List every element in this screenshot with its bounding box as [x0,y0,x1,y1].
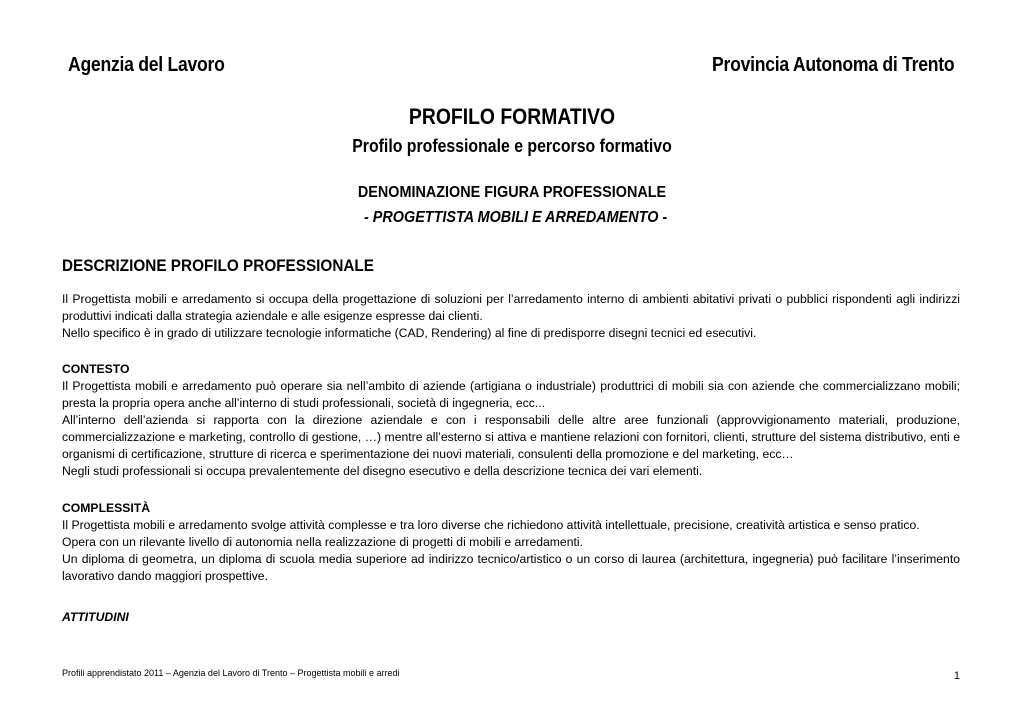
complessita-heading: COMPLESSITÀ [62,501,151,515]
figure-label: DENOMINAZIONE FIGURA PROFESSIONALE [357,184,667,201]
attitudini-section [62,609,960,626]
contesto-heading: CONTESTO [62,362,130,376]
description-section [62,291,960,342]
description-heading: DESCRIZIONE PROFILO PROFESSIONALE [62,256,374,275]
page-footer: Profili apprendistato 2011 – Agenzia del Lavoro di Trento – Progettista mobili e arredi [62,668,400,678]
description-paragraph: Nello specifico è in grado di utilizzare tecnologie informatiche (CAD, Rendering) al fine di predisporre disegni tecnici ed esecutivi. [62,326,757,340]
contesto-section [62,361,960,480]
page-number: 1 [953,670,960,682]
figure-name: - PROGETTISTA MOBILI E ARREDAMENTO - [364,209,668,226]
attitudini-heading: ATTITUDINI [62,610,129,624]
contesto-paragraph: Negli studi professionali si occupa prevalentemente del disegno esecutivo e della descrizione tecnica dei vari elementi. [62,464,703,478]
header-agency: Agenzia del Lavoro [68,54,225,76]
document-title: PROFILO FORMATIVO [408,104,616,129]
complessita-paragraph: Un diploma di geometra, un diploma di scuola media superiore ad indirizzo tecnico/artistico o un corso di laurea (architettura, ingegneria) può facilitare l’inserimento lavorativo dando maggiori prospettive. [62,552,960,583]
contesto-paragraph: Il Progettista mobili e arredamento può operare sia nell’ambito di aziende (artigiana o industriale) produttrici di mobili sia con aziende che commercializzano mobili; presta la propria opera anche all’interno di studi professionali, società di ingegneria, ecc... [62,379,960,410]
document-subtitle: Profilo professionale e percorso formativo [352,136,672,156]
complessita-section [62,500,960,585]
contesto-paragraph: All’interno dell’azienda si rapporta con la direzione aziendale e con i responsabili delle altre aree funzionali (approvvigionamento materiali, produzione, commercializzazione e marketing, controllo di gestione, …) mentre all’esterno si attiva e mantiene relazioni con fornitori, clienti, strutture del sistema distributivo, enti e organismi di certificazione, strutture di ricerca e sperimentazione dei nuovi materiali, consulenti della promozione e del marketing, ecc… [62,413,960,461]
complessita-paragraph: Opera con un rilevante livello di autonomia nella realizzazione di progetti di mobili e arredamenti. [62,535,583,549]
header-province: Provincia Autonoma di Trento [711,54,954,76]
description-paragraph: Il Progettista mobili e arredamento si occupa della progettazione di soluzioni per l’arredamento interno di ambienti abitativi privati o pubblici rispondenti agli indirizzi produttivi indicati dalla strategia aziendale e alle esigenze espresse dai clienti. [62,292,960,323]
complessita-paragraph: Il Progettista mobili e arredamento svolge attività complesse e tra loro diverse che richiedono attività intellettuale, precisione, creatività artistica e senso pratico. [62,518,920,532]
